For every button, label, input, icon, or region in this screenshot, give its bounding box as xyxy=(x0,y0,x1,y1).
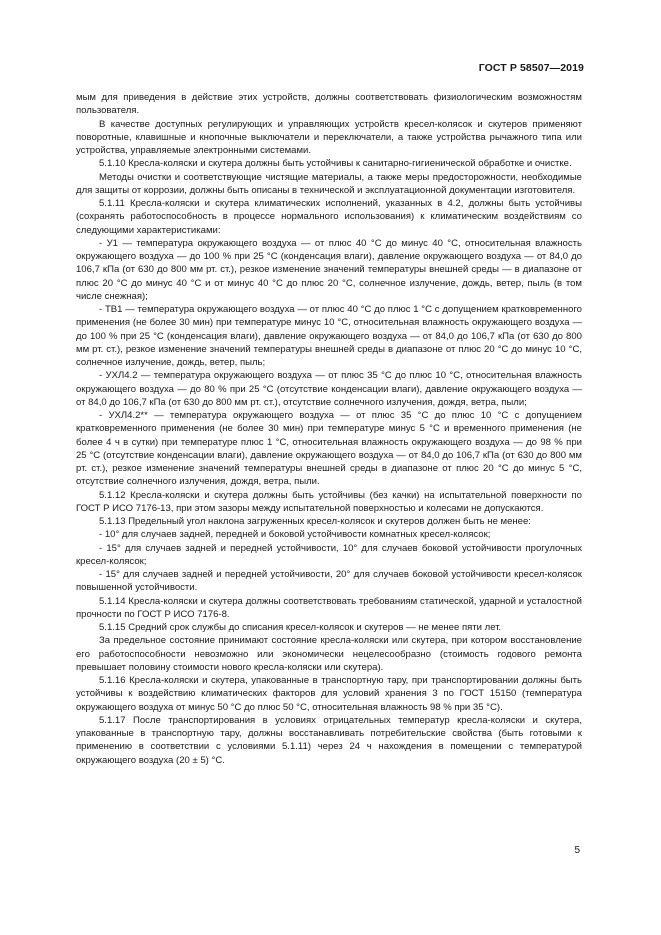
standard-number-header: ГОСТ Р 58507—2019 xyxy=(478,62,584,74)
paragraph: В качестве доступных регулирующих и управляющих устройств кресел-колясок и скутеров применяют поворотные, клавишные и кнопочные выключатели и переключатели, а также устройства рычажного типа или устройства, управляемые электронными системами. xyxy=(76,118,582,156)
clause-5-1-14: 5.1.14 Кресла-коляски и скутера должны соответствовать требованиям статической, ударной и усталостной прочности по ГОСТ Р ИСО 7176-8. xyxy=(76,595,582,620)
list-item: - 15° для случаев задней и передней устойчивости, 20° для случаев боковой устойчивости кресел-колясок повышенной устойчивости. xyxy=(76,569,582,594)
clause-5-1-16: 5.1.16 Кресла-коляски и скутера, упакованные в транспортную тару, при транспортировании должны быть устойчивы к воздействию климатических факторов для условий хранения 3 по ГОСТ 15150 (температура окружающего воздуха от минус 50 °С до плюс 50 °С, относительная влажность 98 % при 35 °С). xyxy=(76,675,582,713)
list-item: - 15° для случаев задней и передней устойчивости, 10° для случаев боковой устойчивости прогулочных кресел-колясок; xyxy=(76,542,582,567)
clause-5-1-10: 5.1.10 Кресла-коляски и скутера должны быть устойчивы к санитарно-гигиенической обработке и очистке. xyxy=(99,158,572,170)
clause-5-1-11: 5.1.11 Кресла-коляски и скутера климатических исполнений, указанных в 4.2, должны быть устойчивы (сохранять работоспособность в процессе нормального использования) к климатическим воздействиям со следующими характеристиками: xyxy=(76,198,582,236)
list-item-u1: - У1 — температура окружающего воздуха — от плюс 40 °С до минус 40 °С, относительная влажность окружающего воздуха — до 100 % при 25 °С (конденсация влаги), давление окружающего воздуха — от 84,0 до 106,7 кПа (от 630 до 800 мм рт. ст.), резкое изменение значений температуры внешней среды — в диапазоне от плюс 20 °С до минус 40 °С и от минус 40 °С до плюс 20 °С, солнечное излучение, дождь, ветер, пыль (в том числе снежная); xyxy=(76,237,582,302)
page-number: 5 xyxy=(574,845,580,856)
body-text xyxy=(76,91,582,767)
list-item-uhl4-2-star: - УХЛ4.2** — температура окружающего воздуха — от плюс 35 °С до плюс 10 °С с допущением кратковременного применения (не более 30 мин) при температуре минус 5 °С и временного применения (не более 4 ч в сутки) при температуре плюс 1 °С, относительная влажность окружающего воздуха — до 98 % при 25 °С (отсутствие конденсации влаги), давление окружающего воздуха — от 84,0 до 106,7 кПа (от 630 до 800 мм рт. ст.), резкое изменение значений температуры внешней среды в диапазоне от плюс 20 °С до минус 5 °С, отсутствие солнечного излучения, дождя, ветра, пыли. xyxy=(76,410,582,488)
paragraph: мым для приведения в действие этих устройств, должны соответствовать физиологическим возможностям пользователя. xyxy=(76,92,582,117)
paragraph: Методы очистки и соответствующие чистящие материалы, а также меры предосторожности, необходимые для защиты от коррозии, должны быть описаны в технической и эксплуатационной документации изготовителя. xyxy=(76,171,582,196)
paragraph: За предельное состояние принимают состояние кресла-коляски или скутера, при котором восстановление его работоспособности невозможно или экономически нецелесообразно (стоимость годового ремонта превышает половину стоимости нового кресла-коляски или скутера). xyxy=(76,635,582,673)
clause-5-1-12: 5.1.12 Кресла-коляски и скутера должны быть устойчивы (без качки) на испытательной поверхности по ГОСТ Р ИСО 7176-13, при этом зазоры между испытательной поверхностью и колесами не допускаются. xyxy=(76,489,582,514)
list-item-uhl4-2: - УХЛ4.2 — температура окружающего воздуха — от плюс 35 °С до плюс 10 °С, относительная влажность окружающего воздуха — до 80 % при 25 °С (отсутствие конденсации влаги), давление окружающего воздуха — от 84,0 до 106,7 кПа (от 630 до 800 мм рт. ст.), отсутствие солнечного излучения, дождя, ветра, пыли; xyxy=(76,370,582,408)
clause-5-1-15: 5.1.15 Средний срок службы до списания кресел-колясок и скутеров — не менее пяти лет. xyxy=(99,622,502,633)
clause-5-1-13: 5.1.13 Предельный угол наклона загруженных кресел-колясок и скутеров должен быть не менее: xyxy=(99,516,531,527)
list-item-tv1: - ТВ1 — температура окружающего воздуха — от плюс 40 °С до плюс 1 °С с допущением кратковременного применения (не более 30 мин) при температуре минус 10 °С, относительная влажность окружающего воздуха — до 100 % при 25 °С (конденсация влаги), давление окружающего воздуха — от 84,0 до 106,7 кПа (от 630 до 800 мм рт. ст.), резкое изменение значений температуры внешней среды в диапазоне от плюс 20 °С до минус 10 °С, солнечное излучение, дождь, ветер, пыль; xyxy=(76,304,582,368)
list-item: - 10° для случаев задней, передней и боковой устойчивости комнатных кресел-колясок; xyxy=(99,529,491,541)
clause-5-1-17: 5.1.17 После транспортирования в условиях отрицательных температур кресла-коляски и скутера, упакованные в транспортную тару, должны восстанавливать потребительские свойства (быть готовыми к применению в соответствии с условиями 5.1.11) через 24 ч нахождения в помещении с температурой окружающего воздуха (20 ± 5) °С. xyxy=(76,714,582,766)
